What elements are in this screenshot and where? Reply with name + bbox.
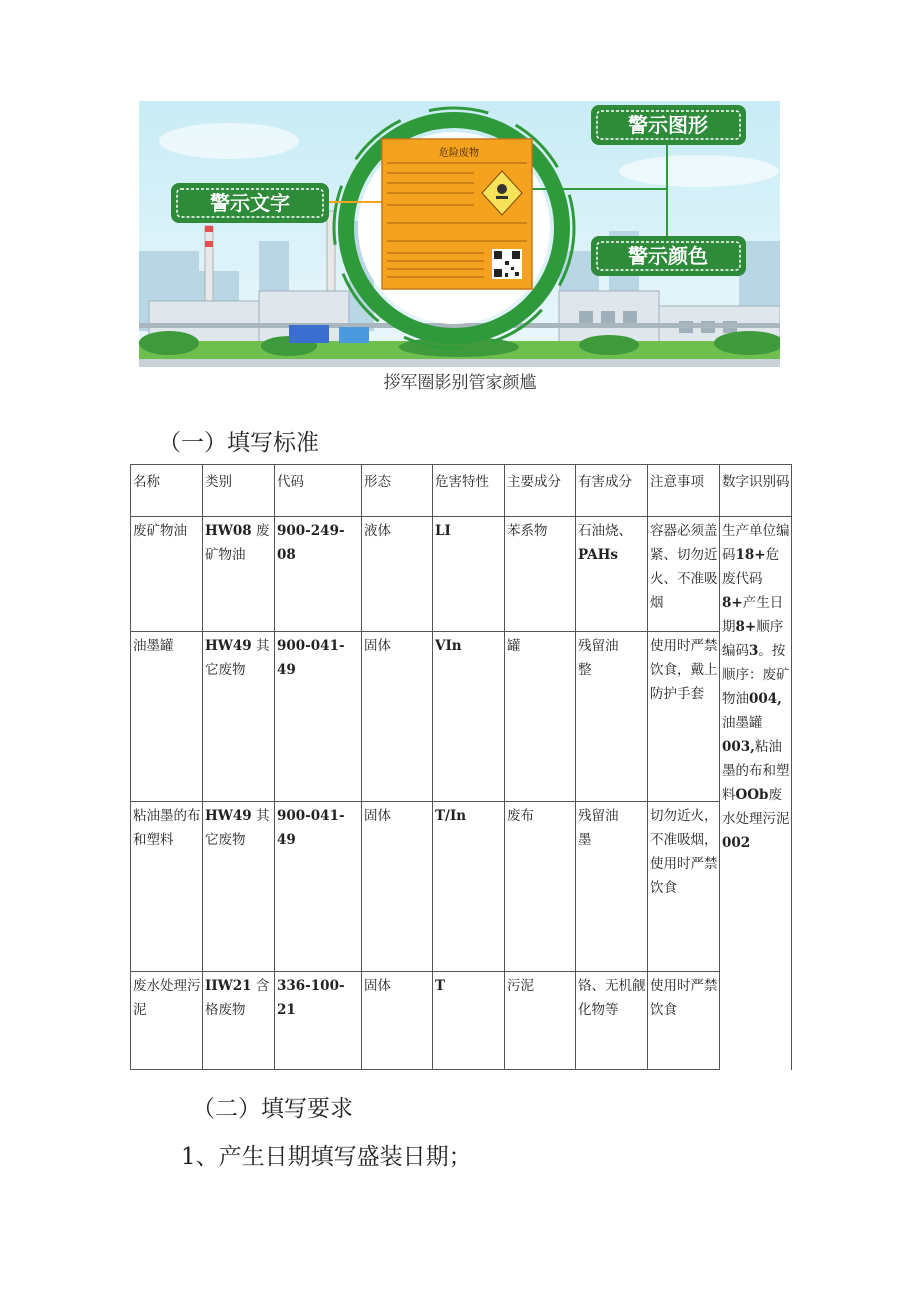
category-code: HW08	[205, 523, 252, 539]
harmful-line-1: 残留油	[578, 638, 619, 654]
dc-text-6: 油墨罐	[722, 715, 763, 731]
category-text: 含格废物	[205, 978, 270, 1018]
cell-notes: 使用时严禁饮食，戴上防护手套	[648, 632, 720, 802]
table-row	[131, 517, 792, 632]
header-cell: 数字识别码	[720, 465, 792, 517]
category-text: 其它废物	[205, 808, 270, 848]
cell-name: 粘油墨的布和塑料	[131, 802, 203, 972]
harmful-line-2: 墨	[578, 832, 592, 848]
cell-hazard: T	[433, 972, 505, 1070]
cell-form: 液体	[362, 517, 433, 632]
cell-category	[203, 972, 275, 1070]
section-title-standard: （一）填写标准	[158, 430, 319, 456]
requirement-item-1: 1、产生日期填写盛装日期；	[181, 1144, 472, 1170]
cell-code: 900-041-49	[275, 632, 362, 802]
cell-main-component: 罐	[505, 632, 576, 802]
header-cell: 危害特性	[433, 465, 505, 517]
filling-standard-table	[130, 464, 792, 1070]
category-code: HW49	[205, 638, 252, 654]
cell-notes: 使用时严禁饮食	[648, 972, 720, 1070]
dc-text-5: 。按顺序：废矿物油	[722, 643, 790, 707]
table-row	[131, 632, 792, 802]
category-text: 其它废物	[205, 638, 270, 678]
dc-bold-3: 8+	[735, 619, 757, 635]
cell-harmful-component	[576, 802, 648, 972]
header-cell: 注意事项	[648, 465, 720, 517]
dc-text-8: 废水处理污泥	[722, 787, 790, 827]
header-cell: 形态	[362, 465, 433, 517]
category-code: IIW21	[205, 978, 252, 994]
dc-text-4: 顺序编码	[722, 619, 784, 659]
dc-bold-7: OOb	[735, 787, 769, 803]
cell-category	[203, 632, 275, 802]
cell-code: 900-041-49	[275, 802, 362, 972]
cell-category	[203, 802, 275, 972]
header-cell: 类别	[203, 465, 275, 517]
harmful-line-2: 整	[578, 662, 592, 678]
dc-text-1: 生产单位编码	[722, 523, 790, 563]
cell-main-component: 污泥	[505, 972, 576, 1070]
label-warning-graphic: 警示图形	[628, 113, 708, 137]
cell-main-component: 废布	[505, 802, 576, 972]
cell-notes: 容器必须盖紧、切勿近火、不准吸烟	[648, 517, 720, 632]
dc-text-2: 危废代码	[722, 547, 780, 587]
cell-code: 336-100-21	[275, 972, 362, 1070]
header-cell: 主要成分	[505, 465, 576, 517]
dc-bold-8: 002	[722, 835, 751, 851]
figure-caption: 拶军圈影别管家颜尴	[383, 373, 537, 393]
harmful-line-2: PAHs	[578, 547, 618, 563]
cell-form: 固体	[362, 802, 433, 972]
harmful-line-1: 石油烧、	[578, 523, 632, 539]
dc-bold-6: 003,	[722, 739, 755, 755]
cell-harmful-component: 铬、无机觎化物等	[576, 972, 648, 1070]
dc-text-7: 粘油墨的布和塑料	[722, 739, 790, 803]
header-cell: 有害成分	[576, 465, 648, 517]
table-row	[131, 972, 792, 1070]
dc-bold-4: 3	[749, 643, 759, 659]
hazard-label-illustration	[139, 101, 780, 367]
cell-name: 废水处理污泥	[131, 972, 203, 1070]
cell-notes: 切勿近火，不准吸烟，使用时严禁饮食	[648, 802, 720, 972]
cell-harmful-component	[576, 517, 648, 632]
harmful-line-1: 残留油	[578, 808, 619, 824]
cell-hazard: VIn	[433, 632, 505, 802]
dc-text-3: 产生日期	[722, 595, 784, 635]
cell-code: 900-249-08	[275, 517, 362, 632]
label-warning-text: 警示文字	[210, 191, 290, 215]
cell-category	[203, 517, 275, 632]
cell-hazard: LI	[433, 517, 505, 632]
dc-bold-5: 004,	[749, 691, 782, 707]
cell-main-component: 苯系物	[505, 517, 576, 632]
header-cell: 代码	[275, 465, 362, 517]
category-code: HW49	[205, 808, 252, 824]
cell-digital-code	[720, 517, 792, 1070]
dc-bold-2: 8+	[722, 595, 743, 611]
category-text: 废矿物油	[205, 523, 270, 563]
cell-hazard: T/In	[433, 802, 505, 972]
sign-title: 危险废物	[439, 148, 479, 159]
header-cell: 名称	[131, 465, 203, 517]
dc-bold-1: 18+	[735, 547, 766, 563]
table-row	[131, 802, 792, 972]
cell-name: 油墨罐	[131, 632, 203, 802]
cell-form: 固体	[362, 972, 433, 1070]
section-title-requirements: （二）填写要求	[192, 1096, 353, 1122]
label-warning-color: 警示颜色	[628, 244, 708, 268]
cell-harmful-component	[576, 632, 648, 802]
cell-name: 废矿物油	[131, 517, 203, 632]
cell-form: 固体	[362, 632, 433, 802]
table-header-row	[131, 465, 792, 517]
